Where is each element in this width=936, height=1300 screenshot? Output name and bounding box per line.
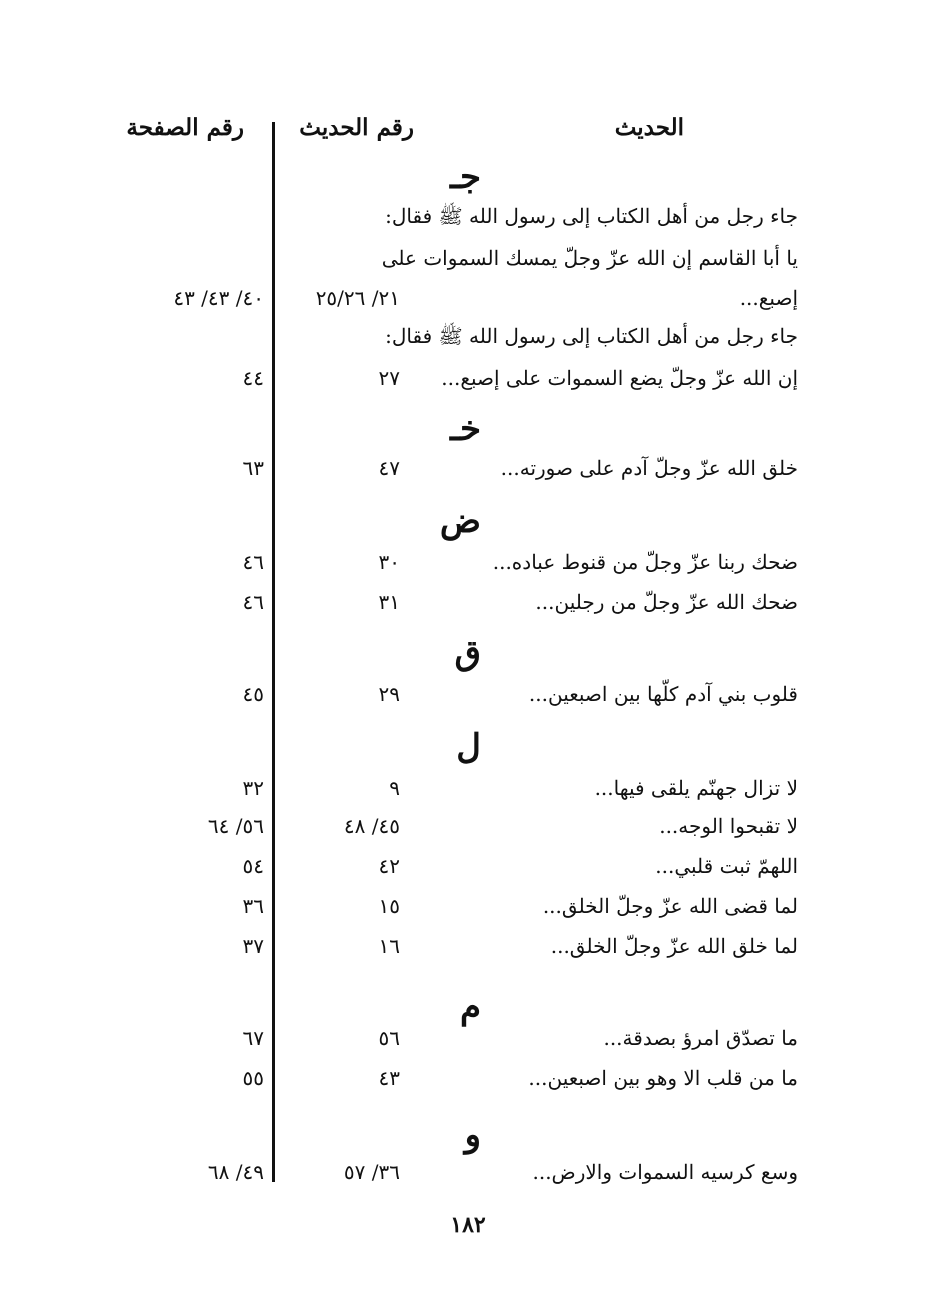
header-hadith-number: رقم الحديث: [299, 114, 414, 141]
hadith-number: ٤٧: [378, 456, 400, 480]
hadith-line: ضحك الله عزّ وجلّ من رجلين...: [535, 590, 798, 614]
page-number: ٤٩/ ٦٨: [207, 1160, 264, 1184]
hadith-number: ٣٠: [378, 550, 400, 574]
page-number: ٥٥: [242, 1066, 264, 1090]
hadith-number: ٥٦: [378, 1026, 400, 1050]
hadith-line: وسع كرسيه السموات والارض...: [532, 1160, 798, 1184]
hadith-line: إصبع...: [739, 286, 798, 310]
page-number: ٤٥: [242, 682, 264, 706]
hadith-line: ضحك ربنا عزّ وجلّ من قنوط عباده...: [492, 550, 798, 574]
page-number: ٣٦: [242, 894, 264, 918]
hadith-line: جاء رجل من أهل الكتاب إلى رسول الله ﷺ فقال:: [385, 324, 798, 348]
section-letter-kha: خـ: [450, 409, 481, 449]
hadith-line: خلق الله عزّ وجلّ آدم على صورته...: [500, 456, 798, 480]
page-number: ٤٦: [242, 590, 264, 614]
page-number: ٦٣: [242, 456, 264, 480]
section-letter-waw: و: [464, 1115, 481, 1155]
section-letter-lam: ل: [456, 727, 481, 767]
hadith-line: إن الله عزّ وجلّ يضع السموات على إصبع...: [441, 366, 798, 390]
hadith-line: لما قضى الله عزّ وجلّ الخلق...: [542, 894, 798, 918]
hadith-number: ٢٧: [378, 366, 400, 390]
section-letter-dad: ض: [439, 501, 481, 541]
hadith-line: لا تقبحوا الوجه...: [659, 814, 798, 838]
hadith-line: لما خلق الله عزّ وجلّ الخلق...: [550, 934, 798, 958]
hadith-line: جاء رجل من أهل الكتاب إلى رسول الله ﷺ فقال:: [385, 204, 798, 228]
page-number: ٤٤: [242, 366, 264, 390]
hadith-number: ١٦: [378, 934, 400, 958]
hadith-line: ما من قلب الا وهو بين اصبعين...: [528, 1066, 798, 1090]
hadith-number: ٢١/ ٢٥/٢٦: [315, 286, 400, 310]
section-letter-jim: جـ: [450, 157, 481, 197]
hadith-line: قلوب بني آدم كلّها بين اصبعين...: [528, 682, 798, 706]
hadith-line: لا تزال جهنّم يلقى فيها...: [594, 776, 798, 800]
hadith-number: ٣١: [378, 590, 400, 614]
footer-page-number: ١٨٢: [450, 1212, 486, 1238]
page-number: ٥٤: [242, 854, 264, 878]
page-number: ٥٦/ ٦٤: [207, 814, 264, 838]
page-number: ٤٠/ ٤٣/ ٤٣: [173, 286, 264, 310]
hadith-number: ٤٣: [378, 1066, 400, 1090]
page-number: ٤٦: [242, 550, 264, 574]
hadith-number: ٤٥/ ٤٨: [343, 814, 400, 838]
hadith-line: اللهمّ ثبت قلبي...: [655, 854, 798, 878]
hadith-number: ٣٦/ ٥٧: [343, 1160, 400, 1184]
page-number: ٣٧: [242, 934, 264, 958]
hadith-number: ٩: [389, 776, 400, 800]
section-letter-mim: م: [459, 987, 481, 1027]
page-number: ٣٢: [242, 776, 264, 800]
hadith-number: ٢٩: [378, 682, 400, 706]
hadith-number: ١٥: [378, 894, 400, 918]
hadith-number: ٤٢: [378, 854, 400, 878]
page-number: ٦٧: [242, 1026, 264, 1050]
header-hadith: الحديث: [614, 114, 684, 141]
hadith-line: يا أبا القاسم إن الله عزّ وجلّ يمسك السموات على: [381, 246, 798, 270]
hadith-line: ما تصدّق امرؤ بصدقة...: [603, 1026, 798, 1050]
column-divider: [272, 122, 275, 1182]
header-page-number: رقم الصفحة: [126, 114, 244, 141]
section-letter-qaf: ق: [454, 633, 481, 673]
